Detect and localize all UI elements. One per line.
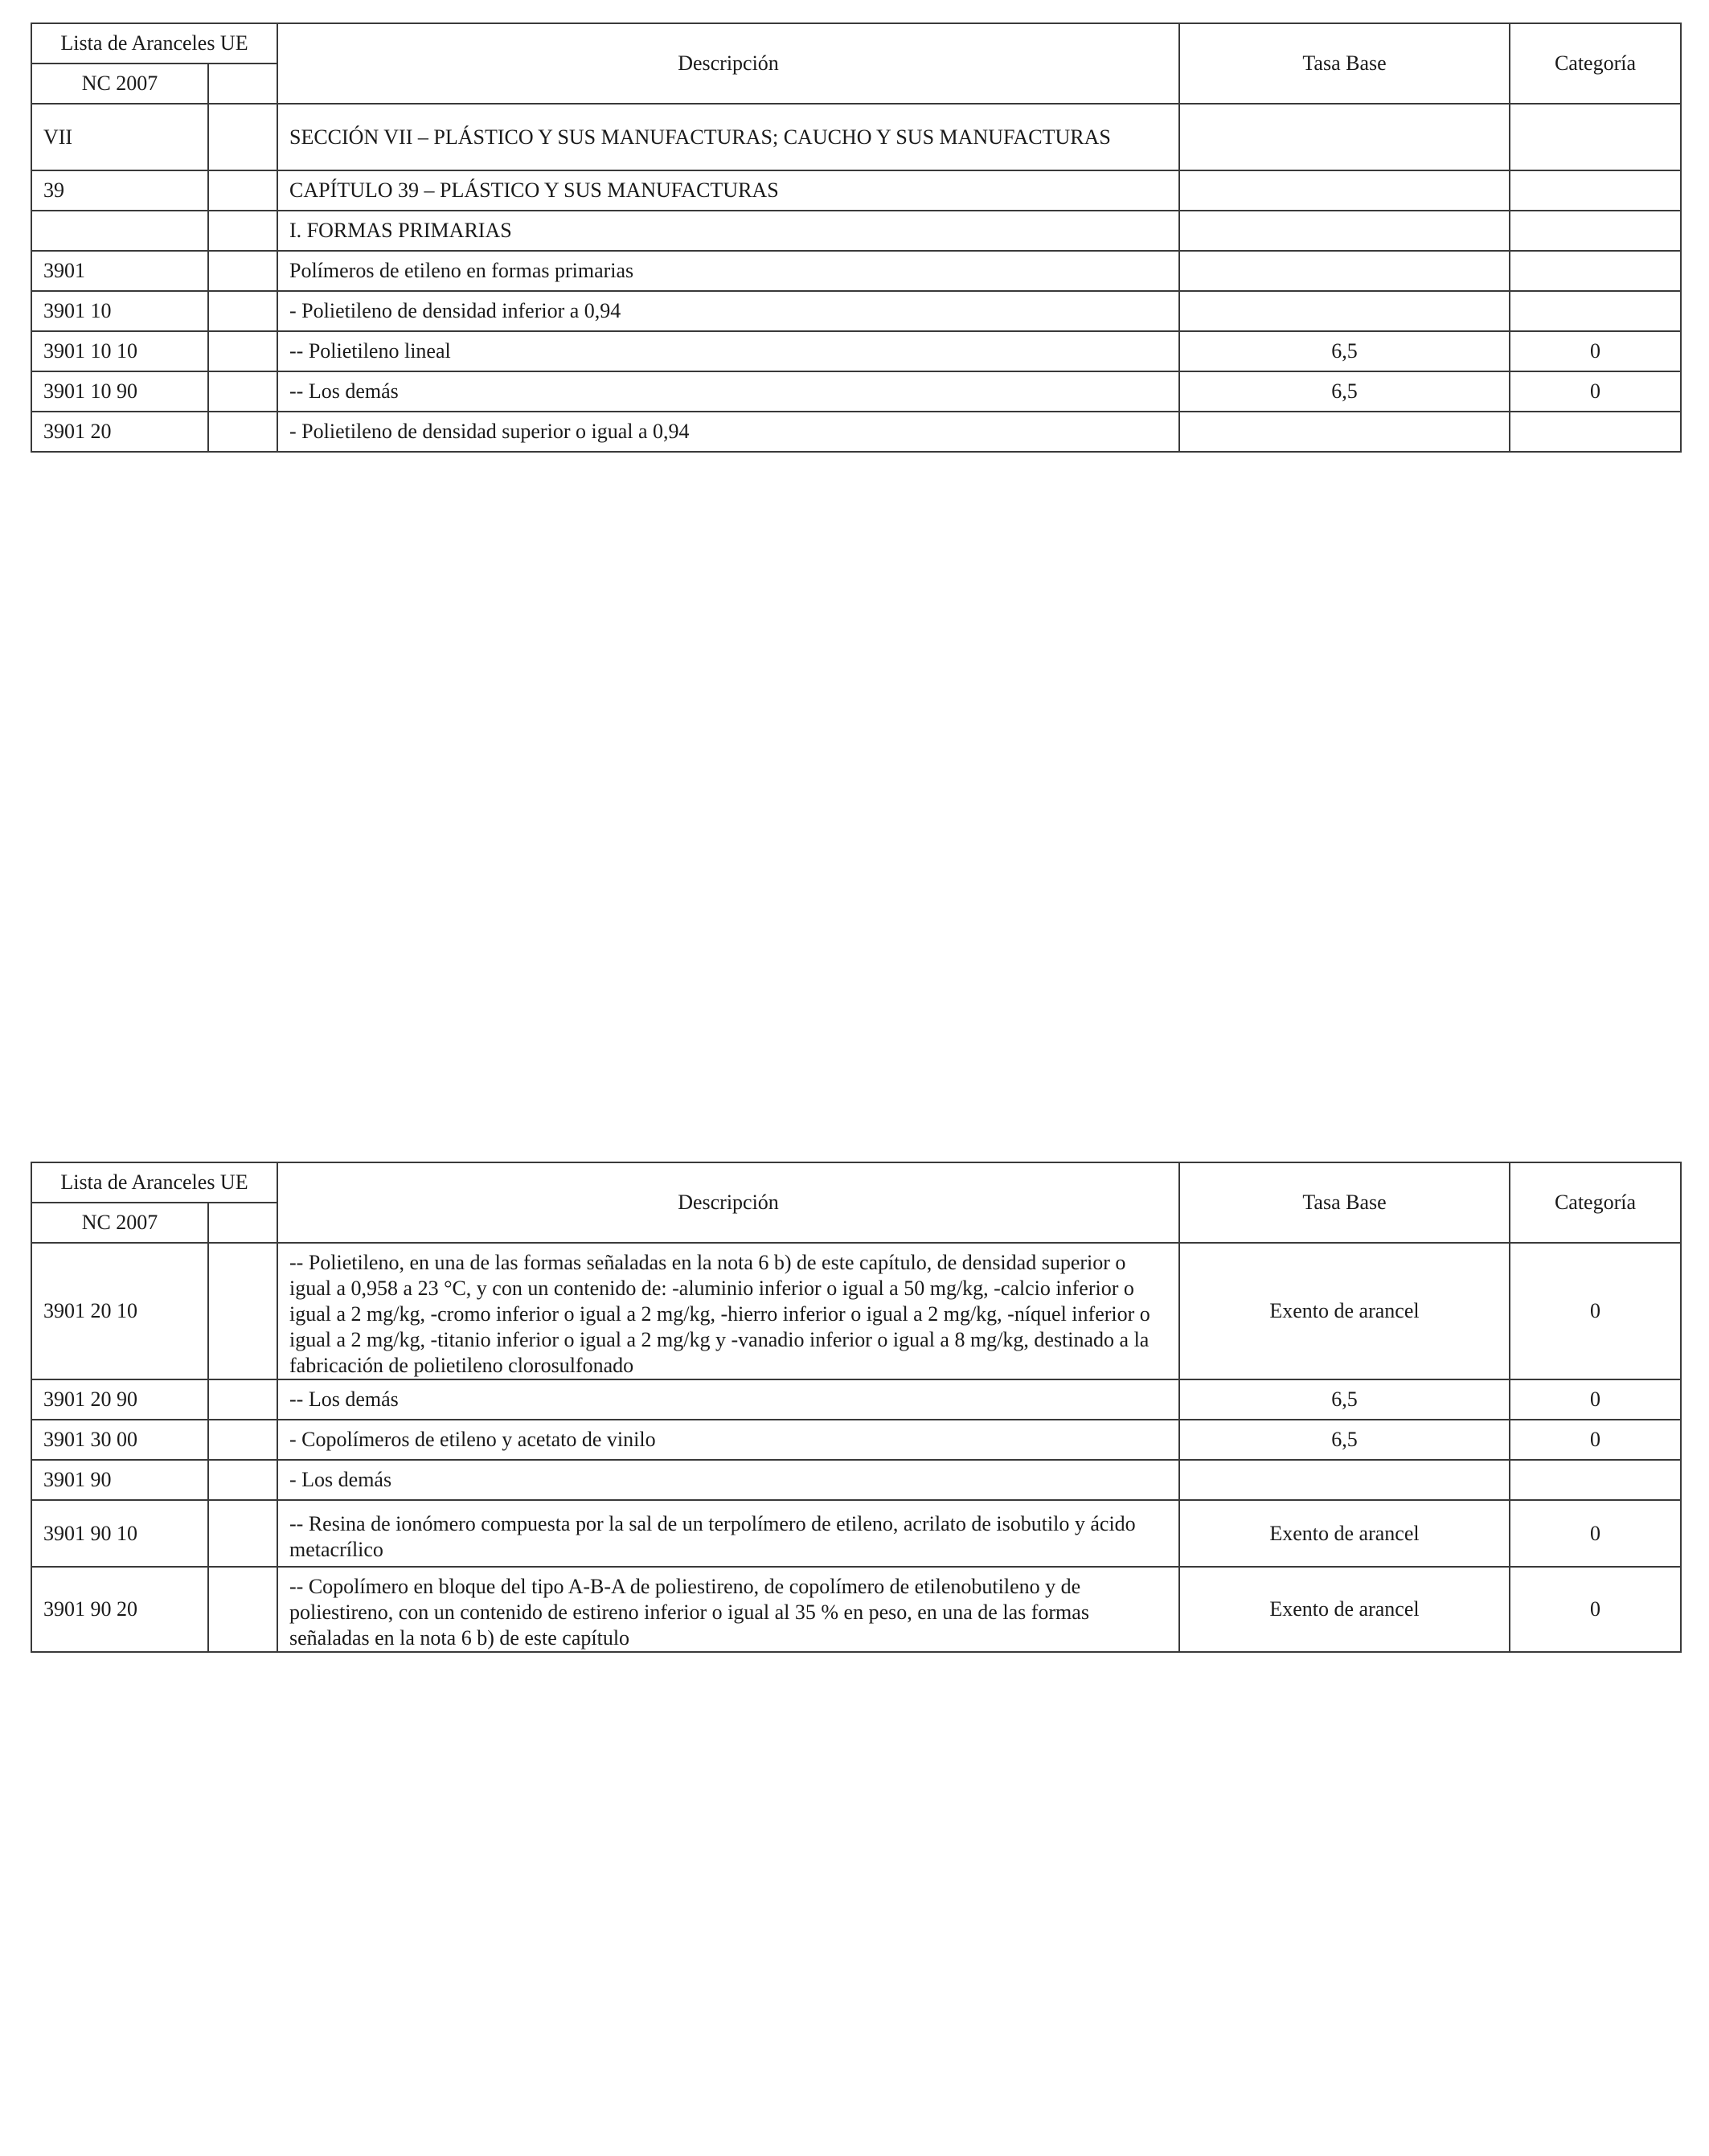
description: -- Polietileno lineal	[277, 331, 1179, 371]
table-row	[31, 291, 1681, 331]
categoria: 0	[1510, 371, 1681, 412]
table-header	[31, 1162, 1681, 1243]
categoria	[1510, 251, 1681, 291]
header-empty-cell	[208, 1203, 277, 1243]
description: CAPÍTULO 39 – PLÁSTICO Y SUS MANUFACTURAS	[277, 170, 1179, 211]
empty-cell	[208, 412, 277, 452]
table-row	[31, 1243, 1681, 1379]
nc-code	[31, 211, 208, 251]
nc-code: 3901 10	[31, 291, 208, 331]
description: Polímeros de etileno en formas primarias	[277, 251, 1179, 291]
empty-cell	[208, 1460, 277, 1500]
categoria	[1510, 104, 1681, 170]
table-row	[31, 211, 1681, 251]
description: -- Los demás	[277, 371, 1179, 412]
description: -- Los demás	[277, 1379, 1179, 1420]
empty-cell	[208, 331, 277, 371]
empty-cell	[208, 291, 277, 331]
table-row	[31, 1379, 1681, 1420]
header-tasa-base: Tasa Base	[1179, 1162, 1510, 1243]
tasa-base: Exento de arancel	[1179, 1567, 1510, 1652]
tasa-base	[1179, 104, 1510, 170]
nc-code: 3901 20	[31, 412, 208, 452]
categoria	[1510, 412, 1681, 452]
table-row	[31, 251, 1681, 291]
tasa-base	[1179, 211, 1510, 251]
nc-code: 3901 90 10	[31, 1500, 208, 1567]
description: -- Copolímero en bloque del tipo A-B-A de poliestireno, de copolímero de etilenobutileno y de poliestireno, con un contenido de estireno inferior o igual al 35 % en peso, en una de las formas señaladas en la nota 6 b) de este capítulo	[277, 1567, 1179, 1652]
tasa-base: Exento de arancel	[1179, 1243, 1510, 1379]
empty-cell	[208, 104, 277, 170]
header-tasa-base: Tasa Base	[1179, 23, 1510, 104]
header-nc-2007: NC 2007	[31, 1203, 208, 1243]
categoria	[1510, 211, 1681, 251]
table-row	[31, 371, 1681, 412]
categoria	[1510, 170, 1681, 211]
nc-code: 3901 10 90	[31, 371, 208, 412]
description: -- Polietileno, en una de las formas señaladas en la nota 6 b) de este capítulo, de densidad superior o igual a 0,958 a 23 °C, y con un contenido de: -aluminio inferior o igual a 50 mg/kg, -calcio inferior o igual a 2 mg/kg, -cromo inferior o igual a 2 mg/kg, -hierro inferior o igual a 2 mg/kg, -níquel inferior o igual a 2 mg/kg, -titanio inferior o igual a 2 mg/kg y -vanadio inferior o igual a 8 mg/kg, destinado a la fabricación de polietileno clorosulfonado	[277, 1243, 1179, 1379]
categoria: 0	[1510, 331, 1681, 371]
empty-cell	[208, 1420, 277, 1460]
nc-code: VII	[31, 104, 208, 170]
header-descripcion: Descripción	[277, 1162, 1179, 1243]
empty-cell	[208, 1243, 277, 1379]
header-lista-aranceles: Lista de Aranceles UE	[31, 1162, 277, 1203]
empty-cell	[208, 371, 277, 412]
description: I. FORMAS PRIMARIAS	[277, 211, 1179, 251]
categoria: 0	[1510, 1567, 1681, 1652]
description: - Los demás	[277, 1460, 1179, 1500]
tariff-table-2	[31, 1162, 1682, 1653]
tasa-base	[1179, 412, 1510, 452]
nc-code: 3901	[31, 251, 208, 291]
nc-code: 3901 30 00	[31, 1420, 208, 1460]
empty-cell	[208, 211, 277, 251]
empty-cell	[208, 1500, 277, 1567]
tariff-table-1	[31, 23, 1682, 453]
table-row	[31, 1567, 1681, 1652]
tasa-base: 6,5	[1179, 371, 1510, 412]
empty-cell	[208, 1379, 277, 1420]
tasa-base	[1179, 1460, 1510, 1500]
tasa-base	[1179, 251, 1510, 291]
tasa-base: 6,5	[1179, 1420, 1510, 1460]
tasa-base: 6,5	[1179, 331, 1510, 371]
header-categoria: Categoría	[1510, 1162, 1681, 1243]
table-row	[31, 1420, 1681, 1460]
table-row	[31, 1460, 1681, 1500]
categoria	[1510, 291, 1681, 331]
description: - Copolímeros de etileno y acetato de vinilo	[277, 1420, 1179, 1460]
description: - Polietileno de densidad inferior a 0,94	[277, 291, 1179, 331]
empty-cell	[208, 1567, 277, 1652]
nc-code: 39	[31, 170, 208, 211]
tasa-base	[1179, 170, 1510, 211]
header-nc-2007: NC 2007	[31, 64, 208, 104]
empty-cell	[208, 170, 277, 211]
categoria: 0	[1510, 1420, 1681, 1460]
header-categoria: Categoría	[1510, 23, 1681, 104]
description: - Polietileno de densidad superior o igual a 0,94	[277, 412, 1179, 452]
header-lista-aranceles: Lista de Aranceles UE	[31, 23, 277, 64]
header-empty-cell	[208, 64, 277, 104]
table-row	[31, 331, 1681, 371]
categoria: 0	[1510, 1243, 1681, 1379]
header-descripcion: Descripción	[277, 23, 1179, 104]
tasa-base: Exento de arancel	[1179, 1500, 1510, 1567]
nc-code: 3901 20 90	[31, 1379, 208, 1420]
categoria: 0	[1510, 1379, 1681, 1420]
table-row	[31, 170, 1681, 211]
nc-code: 3901 20 10	[31, 1243, 208, 1379]
table-row	[31, 1500, 1681, 1567]
empty-cell	[208, 251, 277, 291]
description: -- Resina de ionómero compuesta por la sal de un terpolímero de etileno, acrilato de isobutilo y ácido metacrílico	[277, 1500, 1179, 1567]
nc-code: 3901 90	[31, 1460, 208, 1500]
tasa-base	[1179, 291, 1510, 331]
nc-code: 3901 10 10	[31, 331, 208, 371]
table-header	[31, 23, 1681, 104]
nc-code: 3901 90 20	[31, 1567, 208, 1652]
description: SECCIÓN VII – PLÁSTICO Y SUS MANUFACTURAS; CAUCHO Y SUS MANUFACTURAS	[277, 104, 1179, 170]
table-row	[31, 104, 1681, 170]
categoria	[1510, 1460, 1681, 1500]
table-row	[31, 412, 1681, 452]
tasa-base: 6,5	[1179, 1379, 1510, 1420]
categoria: 0	[1510, 1500, 1681, 1567]
